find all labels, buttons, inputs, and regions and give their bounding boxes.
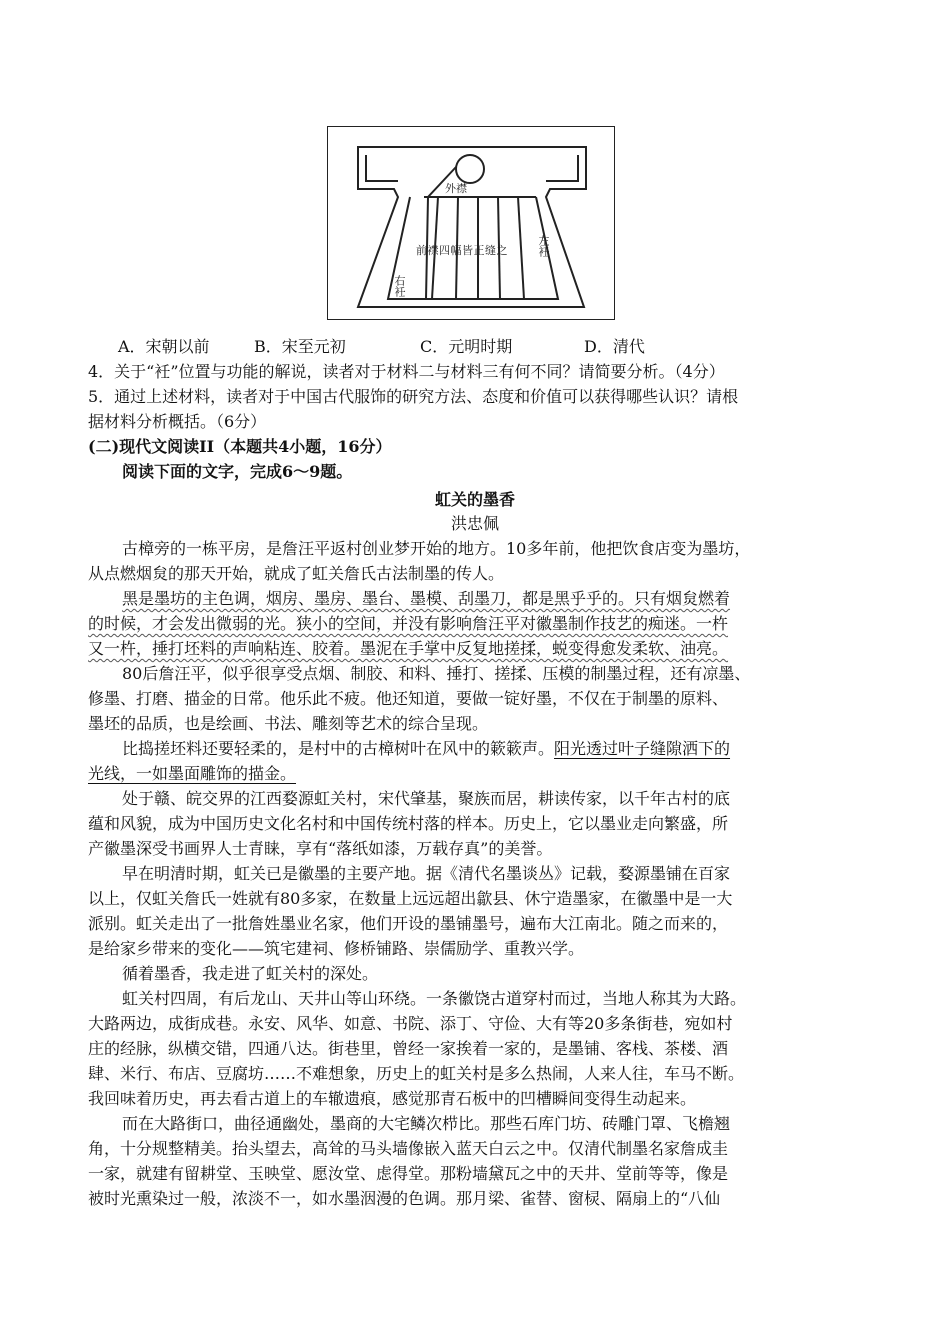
article-line: 早在明清时期，虹关已是徽墨的主要产地。据《清代名墨谈丛》记载，婺源墨铺在百家 [122, 864, 731, 883]
underlined-text: 光线，一如墨面雕饰的描金。 [88, 764, 297, 783]
article-line [122, 586, 912, 611]
right-flap-label: 右衽 [393, 275, 406, 297]
article-line: 80后詹汪平，似乎很享受点烟、制胶、和料、捶打、搓揉、压模的制墨过程，还有凉墨、 [122, 664, 751, 683]
left-flap-label: 左衽 [537, 235, 550, 257]
article-line [122, 736, 912, 761]
article-line [88, 761, 878, 786]
article-text: 比捣搓坯料还要轻柔的，是村中的古樟树叶在风中的簌簌声。 [122, 739, 555, 758]
question-4: 4．关于“衽”位置与功能的解说，读者对于材料二与材料三有何不同？请简要分析。（4分） [88, 362, 725, 381]
option-d: D．清代 [584, 337, 645, 356]
robe-drawing [328, 127, 616, 321]
option-c: C．元明时期 [420, 337, 513, 356]
article-line: 从点燃烟炱的那天开始，就成了虹关詹氏古法制墨的传人。 [88, 564, 505, 583]
underlined-text: 阳光透过叶子缝隙洒下的 [554, 739, 731, 758]
article-line: 肆、米行、布店、豆腐坊……不难想象，历史上的虹关村是多么热闹，人来人往，车马不断。 [88, 1064, 745, 1083]
section-instruction: 阅读下面的文字，完成6～9题。 [122, 462, 353, 481]
article-line: 大路两边，成街成巷。永安、风华、如意、书院、添丁、守俭、大有等20多条街巷，宛如村 [88, 1014, 733, 1033]
article-line: 产徽墨深受书画界人士青睐，享有“落纸如漆，万载存真”的美誉。 [88, 839, 553, 858]
article-line: 角，十分规整精美。抬头望去，高耸的马头墙像嵌入蓝天白云之中。仅清代制墨名家詹成圭 [88, 1139, 729, 1158]
article-line: 虹关村四周，有后龙山、天井山等山环绕。一条徽饶古道穿村而过，当地人称其为大路。 [122, 989, 747, 1008]
robe-diagram [327, 126, 615, 320]
article-line: 我回味着历史，再去看古道上的车辙遗痕，感觉那青石板中的凹槽瞬间变得生动起来。 [88, 1089, 697, 1108]
wavy-underlined-text: 又一杵，捶打坯料的声响粘连、胶着。墨泥在手掌中反复地搓揉，蜕变得愈发柔软、油亮。 [88, 639, 729, 658]
question-5-line-1: 5．通过上述材料，读者对于中国古代服饰的研究方法、态度和价值可以获得哪些认识？请根 [88, 387, 739, 406]
question-5-line-2: 据材料分析概括。（6分） [88, 412, 267, 431]
wavy-underlined-text: 黑是墨坊的主色调，烟房、墨房、墨台、墨模、刮墨刀，都是黑乎乎的。只有烟炱燃着 [122, 589, 731, 608]
option-b: B．宋至元初 [254, 337, 346, 356]
section-heading: (二)现代文阅读II（本题共4小题，16分） [88, 437, 392, 456]
article-line: 被时光熏染过一般，浓淡不一，如水墨洇漫的色调。那月梁、雀替、窗棂、隔扇上的“八仙 [88, 1189, 721, 1208]
article-line: 处于赣、皖交界的江西婺源虹关村，宋代肇基，聚族而居，耕读传家，以千年古村的底 [122, 789, 731, 808]
article-line: 而在大路街口，曲径通幽处，墨商的大宅鳞次栉比。那些石库门坊、砖雕门罩、飞檐翘 [122, 1114, 731, 1133]
article-line [88, 636, 878, 661]
article-title: 虹关的墨香 [434, 490, 515, 509]
article-line: 以上，仅虹关詹氏一姓就有80多家，在数量上远远超出歙县、休宁造墨家，在徽墨中是一大 [88, 889, 733, 908]
option-a: A．宋朝以前 [118, 337, 210, 356]
article-line: 蕴和风貌，成为中国历史文化名村和中国传统村落的样本。历史上，它以墨业走向繁盛，所 [88, 814, 729, 833]
wavy-underlined-text: 的时候，才会发出微弱的光。狭小的空间，并没有影响詹汪平对徽墨制作技艺的痴迷。一杵 [88, 614, 729, 633]
article-line: 循着墨香，我走进了虹关村的深处。 [122, 964, 379, 983]
article-line: 派别。虹关走出了一批詹姓墨业名家，他们开设的墨铺墨号，遍布大江南北。随之而来的， [88, 914, 729, 933]
article-line: 墨坯的品质，也是绘画、书法、雕刻等艺术的综合呈现。 [88, 714, 489, 733]
article-author: 洪忠佩 [450, 514, 499, 533]
article-line: 修墨、打磨、描金的日常。他乐此不疲。他还知道，要做一锭好墨，不仅在于制墨的原料、 [88, 689, 729, 708]
article-line [88, 611, 878, 636]
front-flap-label: 前襟四幅皆正缝之 [416, 244, 508, 257]
outer-flap-label: 外襟 [445, 182, 467, 195]
article-line: 庄的经脉，纵横交错，四通八达。街巷里，曾经一家挨着一家的，是墨铺、客栈、茶楼、酒 [88, 1039, 729, 1058]
article-line: 一家，就建有留耕堂、玉映堂、愿汝堂、虑得堂。那粉墙黛瓦之中的天井、堂前等等，像是 [88, 1164, 729, 1183]
article-line: 古樟旁的一栋平房，是詹汪平返村创业梦开始的地方。10多年前，他把饮食店变为墨坊， [122, 539, 751, 558]
article-line: 是给家乡带来的变化——筑宅建祠、修桥铺路、崇儒励学、重教兴学。 [88, 939, 585, 958]
